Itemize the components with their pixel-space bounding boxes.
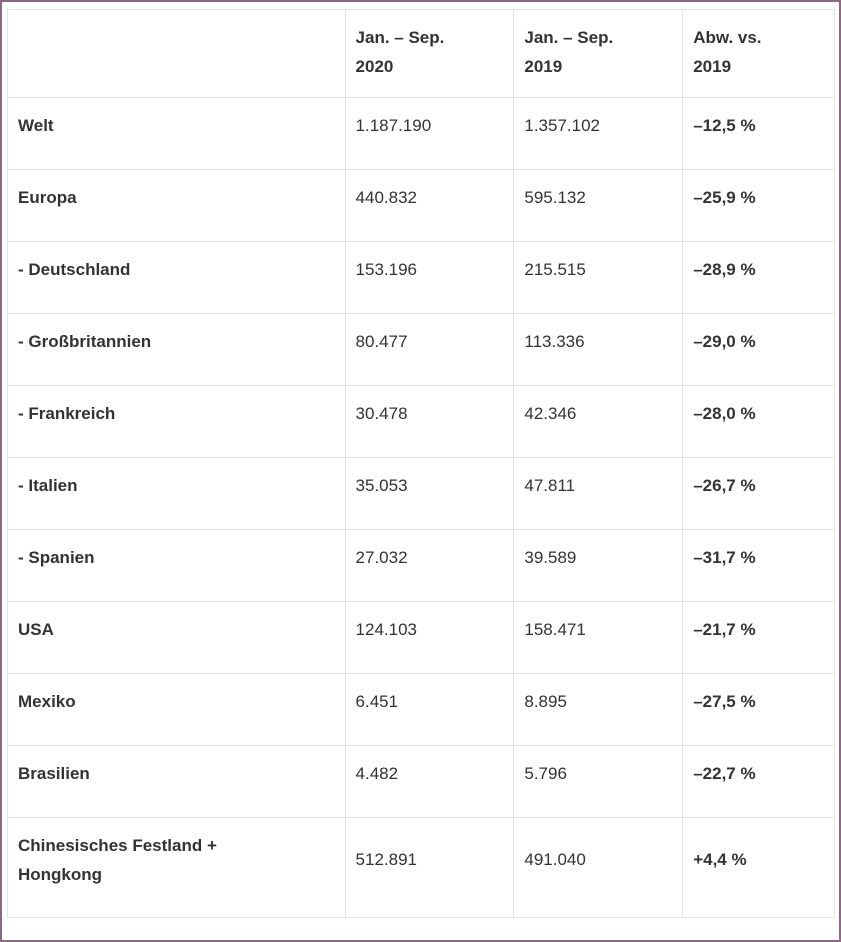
- header-2020-line1: Jan. – Sep.: [355, 28, 445, 47]
- row-value-2020: 30.478: [345, 386, 514, 458]
- row-value-2019: 215.515: [514, 242, 683, 314]
- table-row: [8, 98, 835, 170]
- row-value-2019: 1.357.102: [514, 98, 683, 170]
- table-row: [8, 170, 835, 242]
- row-label: USA: [8, 602, 346, 674]
- header-region: [8, 10, 346, 98]
- row-change: –12,5 %: [683, 98, 835, 170]
- row-value-2019: 595.132: [514, 170, 683, 242]
- row-label: - Deutschland: [8, 242, 346, 314]
- row-label: Brasilien: [8, 746, 346, 818]
- row-value-2020: 512.891: [345, 818, 514, 918]
- sales-comparison-table: [7, 9, 835, 918]
- row-change: +4,4 %: [683, 818, 835, 918]
- row-change: –28,0 %: [683, 386, 835, 458]
- table-row: [8, 530, 835, 602]
- row-value-2019: 5.796: [514, 746, 683, 818]
- table-row: [8, 818, 835, 918]
- row-label-line1: Chinesisches Festland +: [18, 836, 217, 855]
- row-value-2019: 8.895: [514, 674, 683, 746]
- row-change: –28,9 %: [683, 242, 835, 314]
- table-row: [8, 242, 835, 314]
- row-change: –22,7 %: [683, 746, 835, 818]
- header-2019-line1: Jan. – Sep.: [524, 28, 614, 47]
- row-value-2019: 158.471: [514, 602, 683, 674]
- row-label: - Großbritannien: [8, 314, 346, 386]
- row-change: –21,7 %: [683, 602, 835, 674]
- row-label-line2: Hongkong: [18, 865, 103, 884]
- header-change-line2: 2019: [693, 57, 732, 76]
- table-header-row: [8, 10, 835, 98]
- row-value-2020: 6.451: [345, 674, 514, 746]
- row-value-2020: 4.482: [345, 746, 514, 818]
- row-value-2020: 80.477: [345, 314, 514, 386]
- table-row: [8, 674, 835, 746]
- row-change: –29,0 %: [683, 314, 835, 386]
- row-value-2020: 124.103: [345, 602, 514, 674]
- row-value-2020: 153.196: [345, 242, 514, 314]
- row-value-2020: 27.032: [345, 530, 514, 602]
- header-change: [683, 10, 835, 98]
- row-value-2020: 35.053: [345, 458, 514, 530]
- header-2020-line2: 2020: [355, 57, 394, 76]
- header-2019: [514, 10, 683, 98]
- row-label: [8, 818, 346, 918]
- row-value-2019: 42.346: [514, 386, 683, 458]
- row-value-2020: 1.187.190: [345, 98, 514, 170]
- row-label: Europa: [8, 170, 346, 242]
- row-change: –26,7 %: [683, 458, 835, 530]
- header-2020: [345, 10, 514, 98]
- row-value-2020: 440.832: [345, 170, 514, 242]
- row-label: Welt: [8, 98, 346, 170]
- row-value-2019: 491.040: [514, 818, 683, 918]
- table-row: [8, 746, 835, 818]
- table-row: [8, 386, 835, 458]
- row-change: –27,5 %: [683, 674, 835, 746]
- row-label: - Spanien: [8, 530, 346, 602]
- row-change: –31,7 %: [683, 530, 835, 602]
- header-2019-line2: 2019: [524, 57, 563, 76]
- row-change: –25,9 %: [683, 170, 835, 242]
- table-row: [8, 602, 835, 674]
- row-label: - Italien: [8, 458, 346, 530]
- row-value-2019: 113.336: [514, 314, 683, 386]
- header-change-line1: Abw. vs.: [693, 28, 762, 47]
- row-value-2019: 39.589: [514, 530, 683, 602]
- row-label: Mexiko: [8, 674, 346, 746]
- table-row: [8, 458, 835, 530]
- row-label: - Frankreich: [8, 386, 346, 458]
- table-row: [8, 314, 835, 386]
- row-value-2019: 47.811: [514, 458, 683, 530]
